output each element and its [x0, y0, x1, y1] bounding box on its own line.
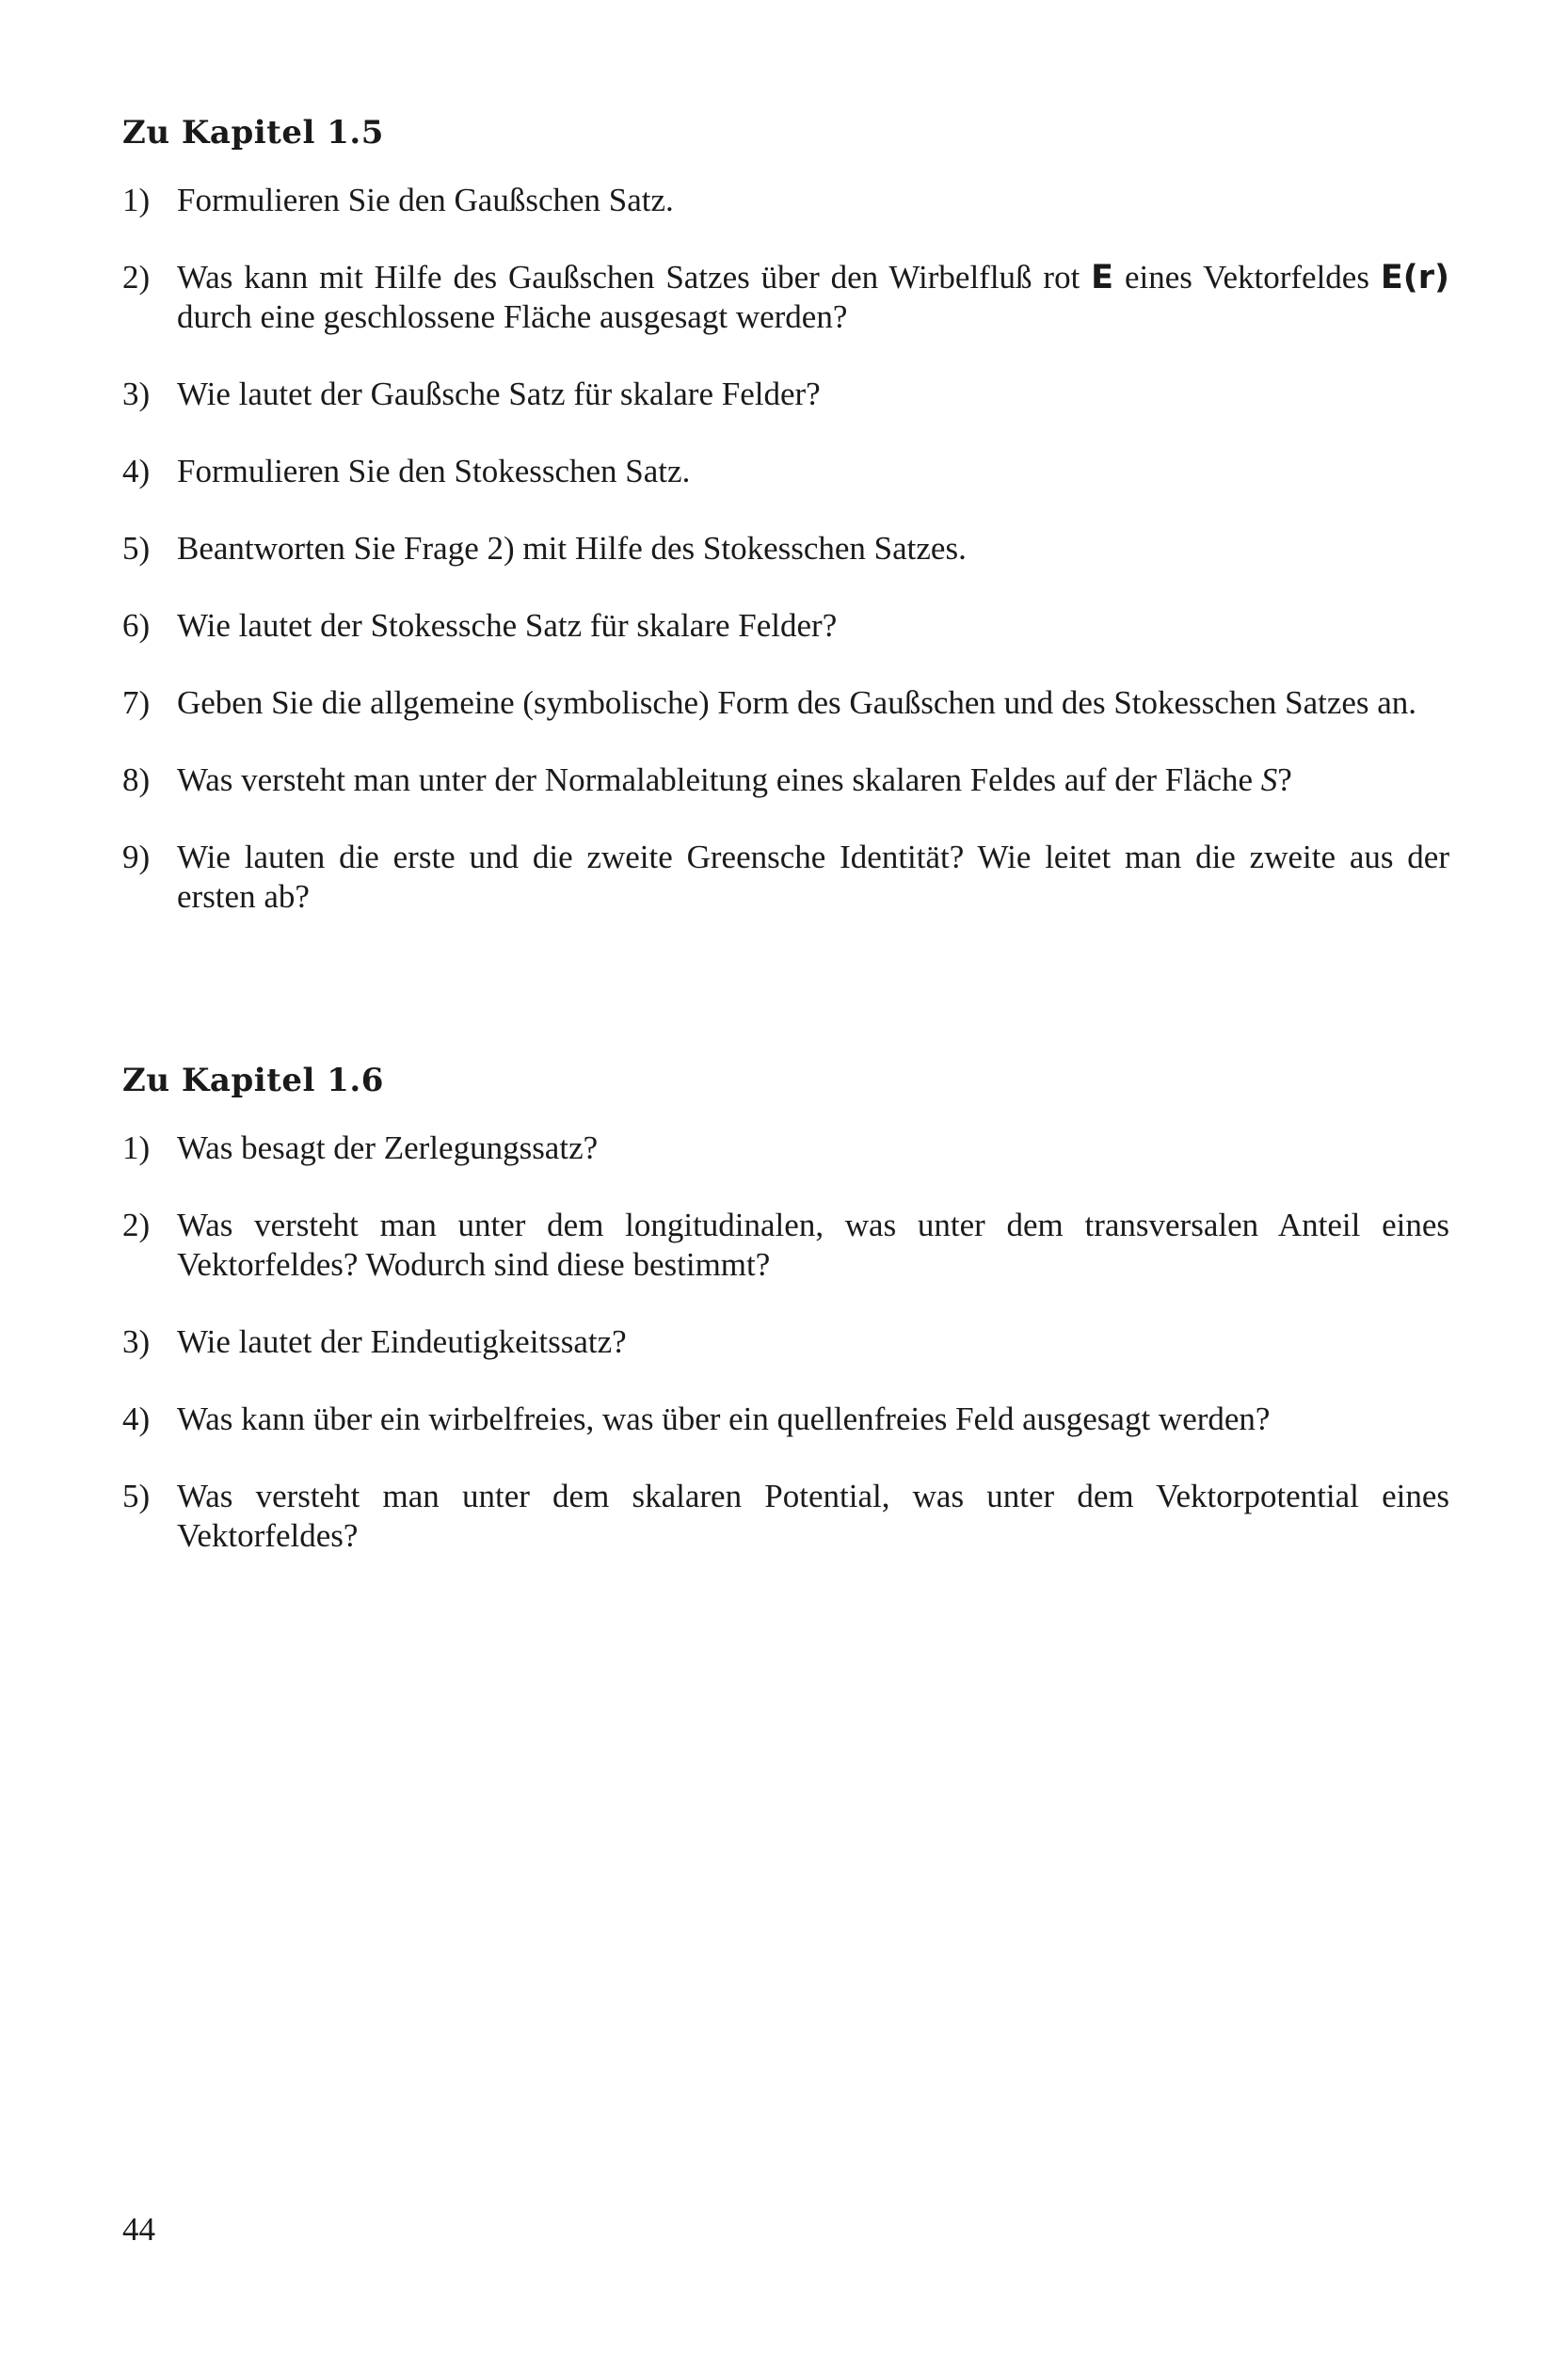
question-text: Beantworten Sie Frage 2) mit Hilfe des Stokesschen Satzes. — [177, 530, 967, 567]
question-text-part: Was kann mit Hilfe des Gaußschen Satzes über den Wirbelfluß rot — [177, 259, 1092, 296]
question-item — [122, 529, 1449, 568]
section-chapter-1-5 — [122, 111, 1449, 954]
question-item — [122, 1322, 1449, 1362]
vector-symbol: E — [1091, 259, 1114, 296]
question-number: 5) — [122, 1478, 151, 1514]
question-text: Was versteht man unter dem skalaren Potential, was unter dem Vektorpotential eines Vektorfeldes? — [177, 1478, 1449, 1554]
question-text — [177, 258, 1449, 337]
question-number: 9) — [122, 839, 151, 875]
question-number: 3) — [122, 376, 151, 412]
question-list — [122, 181, 1449, 917]
question-number: 2) — [122, 1207, 151, 1243]
question-item — [122, 683, 1449, 723]
question-number: 6) — [122, 607, 151, 644]
question-item — [122, 1400, 1449, 1439]
question-text: Formulieren Sie den Stokesschen Satz. — [177, 453, 691, 489]
question-number: 1) — [122, 182, 151, 218]
question-number: 2) — [122, 259, 151, 296]
question-text: Wie lautet der Gaußsche Satz für skalare Felder? — [177, 376, 821, 412]
question-number: 8) — [122, 761, 151, 798]
question-item — [122, 181, 1449, 220]
question-item — [122, 452, 1449, 491]
question-text: Wie lautet der Stokessche Satz für skalare Felder? — [177, 607, 838, 644]
question-item — [122, 1477, 1449, 1556]
question-text: Formulieren Sie den Gaußschen Satz. — [177, 182, 674, 218]
page-number: 44 — [122, 2211, 155, 2248]
question-text: Geben Sie die allgemeine (symbolische) Form des Gaußschen und des Stokesschen Satzes an. — [177, 684, 1417, 721]
question-text: Wie lauten die erste und die zweite Greensche Identität? Wie leitet man die zweite aus der ersten ab? — [177, 839, 1449, 915]
question-item — [122, 1206, 1449, 1285]
section-heading: Zu Kapitel 1.5 — [122, 114, 384, 152]
question-number: 3) — [122, 1323, 151, 1360]
question-text-part: eines Vektorfeldes — [1113, 259, 1381, 296]
question-item — [122, 606, 1449, 646]
section-chapter-1-6 — [122, 1059, 1449, 1593]
question-text: Was kann über ein wirbelfreies, was über ein quellenfreies Feld ausgesagt werden? — [177, 1401, 1271, 1437]
question-number: 5) — [122, 530, 151, 567]
question-number: 1) — [122, 1129, 151, 1166]
question-text — [177, 760, 1449, 800]
question-list — [122, 1128, 1449, 1556]
question-text: Was besagt der Zerlegungssatz? — [177, 1129, 599, 1166]
question-item — [122, 838, 1449, 917]
question-text-part: ? — [1277, 761, 1292, 798]
surface-symbol: S — [1260, 761, 1278, 798]
question-item — [122, 258, 1449, 337]
question-text: Was versteht man unter dem longitudinalen, was unter dem transversalen Anteil eines Vektorfeldes? Wodurch sind diese bestimmt? — [177, 1207, 1449, 1283]
question-number: 7) — [122, 684, 151, 721]
question-item — [122, 375, 1449, 414]
question-number: 4) — [122, 453, 151, 489]
section-heading: Zu Kapitel 1.6 — [122, 1062, 384, 1099]
question-number: 4) — [122, 1401, 151, 1437]
question-item — [122, 760, 1449, 800]
vector-field-symbol: E(r) — [1380, 259, 1449, 296]
question-text-part: Was versteht man unter der Normalableitung eines skalaren Feldes auf der Fläche — [177, 761, 1261, 798]
question-text-part: durch eine geschlossene Fläche ausgesagt werden? — [177, 298, 848, 335]
question-text: Wie lautet der Eindeutigkeitssatz? — [177, 1323, 627, 1360]
question-item — [122, 1128, 1449, 1168]
